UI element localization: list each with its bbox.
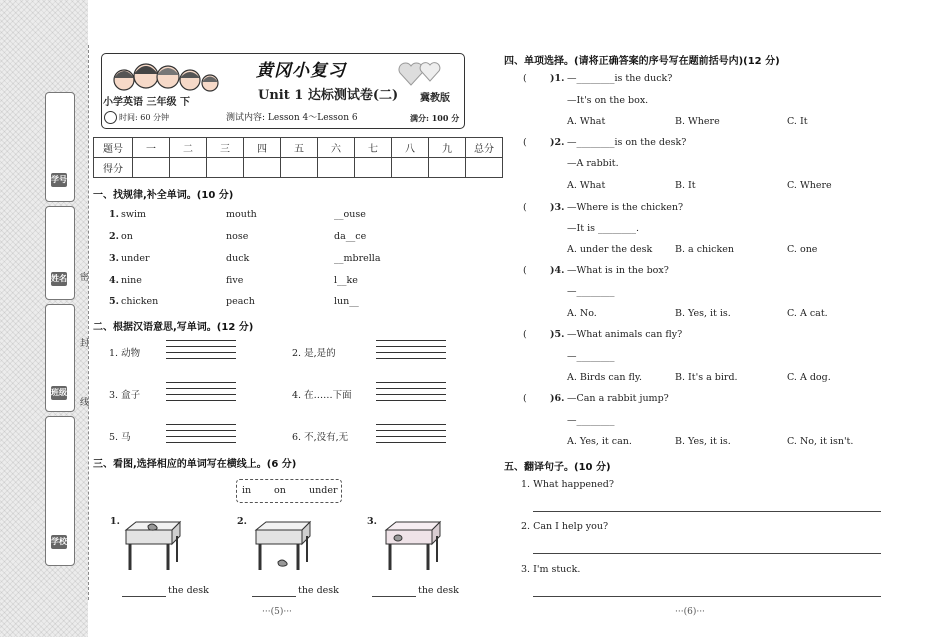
section1-title: 一、找规律,补全单词。(10 分) bbox=[93, 190, 234, 201]
answer-paren[interactable]: ( bbox=[523, 137, 527, 148]
score-cell: 二 bbox=[170, 138, 207, 158]
writing-line[interactable] bbox=[376, 340, 446, 341]
q-reply: —________ bbox=[567, 351, 615, 362]
writing-line[interactable] bbox=[166, 442, 236, 443]
s1-word-a: swim bbox=[121, 209, 147, 220]
s1-blank-word[interactable]: da__ce bbox=[334, 231, 367, 242]
s2-item: 2. 是,是的 bbox=[292, 348, 336, 359]
clock-icon bbox=[104, 111, 117, 124]
answer-paren[interactable]: ( bbox=[523, 202, 527, 213]
option-c: C. Where bbox=[787, 180, 832, 191]
section2-title: 二、根据汉语意思,写单词。(12 分) bbox=[93, 322, 254, 333]
s3-suffix: the desk bbox=[298, 585, 339, 596]
option-b: B. It bbox=[675, 180, 696, 191]
option-c: C. one bbox=[787, 244, 818, 255]
writing-line[interactable] bbox=[166, 400, 236, 401]
translate-item: 3. I'm stuck. bbox=[521, 564, 581, 575]
option-b: B. a chicken bbox=[675, 244, 734, 255]
score-cell: 三 bbox=[207, 138, 244, 158]
s1-num: 2. bbox=[109, 231, 119, 242]
logo-title: 黄冈小复习 bbox=[256, 61, 346, 81]
s3-num: 2. bbox=[237, 516, 247, 527]
desk-picture-1 bbox=[122, 518, 182, 574]
writing-line[interactable] bbox=[376, 424, 446, 425]
full-score: 满分: 100 分 bbox=[410, 113, 460, 123]
writing-line[interactable] bbox=[376, 400, 446, 401]
label-class: 班级 bbox=[51, 386, 67, 400]
edition: 冀教版 bbox=[420, 93, 450, 104]
q-reply: —________ bbox=[567, 415, 615, 426]
option-a: A. What bbox=[567, 116, 606, 127]
s1-word-a: chicken bbox=[121, 296, 159, 307]
s2-item: 4. 在……下面 bbox=[292, 390, 352, 401]
option-b: B. Yes, it is. bbox=[675, 436, 731, 447]
word-bank-on: on bbox=[274, 485, 286, 496]
answer-line-3[interactable] bbox=[372, 596, 416, 597]
subject-grade: 小学英语 三年级 下 bbox=[103, 97, 190, 108]
writing-line[interactable] bbox=[166, 340, 236, 341]
option-c: C. No, it isn't. bbox=[787, 436, 854, 447]
s1-blank-word[interactable]: lun__ bbox=[334, 296, 359, 307]
q-num: )6. bbox=[550, 393, 565, 404]
unit-title: Unit 1 达标测试卷(二) bbox=[258, 88, 399, 103]
word-bank-under: under bbox=[309, 485, 338, 496]
s1-blank-word[interactable]: __mbrella bbox=[334, 253, 381, 264]
s1-num: 3. bbox=[109, 253, 119, 264]
s1-num: 1. bbox=[109, 209, 119, 220]
translate-item: 2. Can I help you? bbox=[521, 521, 609, 532]
q-num: )4. bbox=[550, 265, 565, 276]
s3-suffix: the desk bbox=[168, 585, 209, 596]
q-num: )2. bbox=[550, 137, 565, 148]
q-num: )1. bbox=[550, 73, 565, 84]
option-a: A. No. bbox=[567, 308, 597, 319]
answer-paren[interactable]: ( bbox=[523, 265, 527, 276]
s1-word-b: duck bbox=[226, 253, 250, 264]
score-cell: 六 bbox=[318, 138, 355, 158]
kids-illustration bbox=[108, 56, 220, 96]
writing-line[interactable] bbox=[166, 346, 236, 347]
writing-line[interactable] bbox=[376, 430, 446, 431]
writing-line[interactable] bbox=[376, 388, 446, 389]
q-text: —What is in the box? bbox=[567, 265, 669, 276]
section5-title: 五、翻译句子。(10 分) bbox=[504, 462, 611, 473]
option-a: A. What bbox=[567, 180, 606, 191]
s1-blank-word[interactable]: __ouse bbox=[334, 209, 366, 220]
writing-line[interactable] bbox=[166, 388, 236, 389]
score-input-cell[interactable] bbox=[244, 158, 281, 178]
s3-num: 1. bbox=[110, 516, 120, 527]
writing-line[interactable] bbox=[376, 382, 446, 383]
q-num: )5. bbox=[550, 329, 565, 340]
score-input-cell[interactable] bbox=[207, 158, 244, 178]
label-name: 姓名 bbox=[51, 272, 67, 286]
score-cell: 八 bbox=[392, 138, 429, 158]
score-input-cell[interactable] bbox=[133, 158, 170, 178]
page-number-left-value: 5 bbox=[274, 607, 280, 617]
seal-char-feng: 封 bbox=[80, 339, 90, 349]
score-input-cell[interactable] bbox=[318, 158, 355, 178]
hearts-decoration bbox=[396, 59, 446, 89]
s2-item: 5. 马 bbox=[109, 432, 131, 443]
exam-time: 时间: 60 分钟 bbox=[119, 113, 169, 122]
q-reply: —A rabbit. bbox=[567, 158, 619, 169]
q-text: —What animals can fly? bbox=[567, 329, 683, 340]
writing-line[interactable] bbox=[376, 442, 446, 443]
option-a: A. Yes, it can. bbox=[567, 436, 632, 447]
answer-paren[interactable]: ( bbox=[523, 73, 527, 84]
q-text: —________is the duck? bbox=[567, 73, 673, 84]
score-cell: 一 bbox=[133, 138, 170, 158]
s1-word-b: five bbox=[226, 275, 244, 286]
score-table-header-row bbox=[94, 138, 503, 158]
writing-line[interactable] bbox=[166, 358, 236, 359]
label-school: 学校 bbox=[51, 535, 67, 549]
binding-dashed-line bbox=[88, 45, 89, 600]
q-reply: —________ bbox=[567, 286, 615, 297]
q-text: —Where is the chicken? bbox=[567, 202, 684, 213]
s2-item: 1. 动物 bbox=[109, 348, 141, 359]
s2-item: 3. 盒子 bbox=[109, 390, 141, 401]
score-cell: 四 bbox=[244, 138, 281, 158]
score-cell: 九 bbox=[429, 138, 466, 158]
s1-word-a: on bbox=[121, 231, 133, 242]
test-content: 测试内容: Lesson 4～Lesson 6 bbox=[226, 113, 358, 123]
writing-line[interactable] bbox=[166, 424, 236, 425]
score-table bbox=[93, 137, 503, 178]
score-input-cell[interactable] bbox=[392, 158, 429, 178]
s1-word-b: peach bbox=[226, 296, 255, 307]
writing-line[interactable] bbox=[166, 382, 236, 383]
score-cell: 总分 bbox=[466, 138, 503, 158]
score-input-cell[interactable] bbox=[429, 158, 466, 178]
q-text: —________is on the desk? bbox=[567, 137, 687, 148]
translation-line[interactable] bbox=[533, 596, 881, 597]
page-number-left: ···(5)··· bbox=[262, 607, 292, 617]
score-row-label: 得分 bbox=[94, 158, 133, 178]
writing-line[interactable] bbox=[376, 358, 446, 359]
score-cell: 题号 bbox=[94, 138, 133, 158]
s3-num: 3. bbox=[367, 516, 377, 527]
option-a: A. Birds can fly. bbox=[567, 372, 643, 383]
score-input-cell[interactable] bbox=[466, 158, 503, 178]
writing-line[interactable] bbox=[166, 352, 236, 353]
score-input-cell[interactable] bbox=[170, 158, 207, 178]
translation-line[interactable] bbox=[533, 553, 881, 554]
answer-line-1[interactable] bbox=[122, 596, 166, 597]
writing-line[interactable] bbox=[376, 394, 446, 395]
page-number-right-value: 6 bbox=[687, 607, 693, 617]
answer-paren[interactable]: ( bbox=[523, 393, 527, 404]
seal-char-xian: 线 bbox=[80, 398, 90, 408]
q-text: —Can a rabbit jump? bbox=[567, 393, 669, 404]
writing-line[interactable] bbox=[166, 430, 236, 431]
s2-item: 6. 不,没有,无 bbox=[292, 432, 349, 443]
section4-title: 四、单项选择。(请将正确答案的序号写在题前括号内)(12 分) bbox=[504, 56, 780, 67]
option-c: C. A cat. bbox=[787, 308, 828, 319]
s1-word-b: mouth bbox=[226, 209, 257, 220]
score-input-cell[interactable] bbox=[355, 158, 392, 178]
s1-word-b: nose bbox=[226, 231, 249, 242]
translate-item: 1. What happened? bbox=[521, 479, 614, 490]
writing-line[interactable] bbox=[376, 346, 446, 347]
score-table-score-row bbox=[94, 158, 503, 178]
option-b: B. It's a bird. bbox=[675, 372, 738, 383]
page-number-right: ···(6)··· bbox=[675, 607, 705, 617]
q-reply: —It's on the box. bbox=[567, 95, 649, 106]
score-input-cell[interactable] bbox=[281, 158, 318, 178]
label-student-id: 学号 bbox=[51, 173, 67, 187]
writing-line[interactable] bbox=[166, 436, 236, 437]
desk-picture-2 bbox=[252, 518, 312, 574]
option-c: C. It bbox=[787, 116, 808, 127]
answer-line-2[interactable] bbox=[252, 596, 296, 597]
option-a: A. under the desk bbox=[567, 244, 653, 255]
section3-title: 三、看图,选择相应的单词写在横线上。(6 分) bbox=[93, 459, 297, 470]
q-reply: —It is ________. bbox=[567, 223, 640, 234]
option-b: B. Yes, it is. bbox=[675, 308, 731, 319]
s1-num: 4. bbox=[109, 275, 119, 286]
score-cell: 五 bbox=[281, 138, 318, 158]
desk-picture-3 bbox=[382, 518, 442, 574]
seal-char-mi: 密 bbox=[80, 273, 90, 283]
writing-line[interactable] bbox=[376, 352, 446, 353]
option-c: C. A dog. bbox=[787, 372, 831, 383]
q-num: )3. bbox=[550, 202, 565, 213]
word-bank-in: in bbox=[242, 485, 252, 496]
s1-num: 5. bbox=[109, 296, 119, 307]
s3-suffix: the desk bbox=[418, 585, 459, 596]
answer-paren[interactable]: ( bbox=[523, 329, 527, 340]
s1-blank-word[interactable]: l__ke bbox=[334, 275, 358, 286]
translation-line[interactable] bbox=[533, 511, 881, 512]
writing-line[interactable] bbox=[166, 394, 236, 395]
option-b: B. Where bbox=[675, 116, 720, 127]
score-cell: 七 bbox=[355, 138, 392, 158]
s1-word-a: under bbox=[121, 253, 150, 264]
s1-word-a: nine bbox=[121, 275, 142, 286]
writing-line[interactable] bbox=[376, 436, 446, 437]
